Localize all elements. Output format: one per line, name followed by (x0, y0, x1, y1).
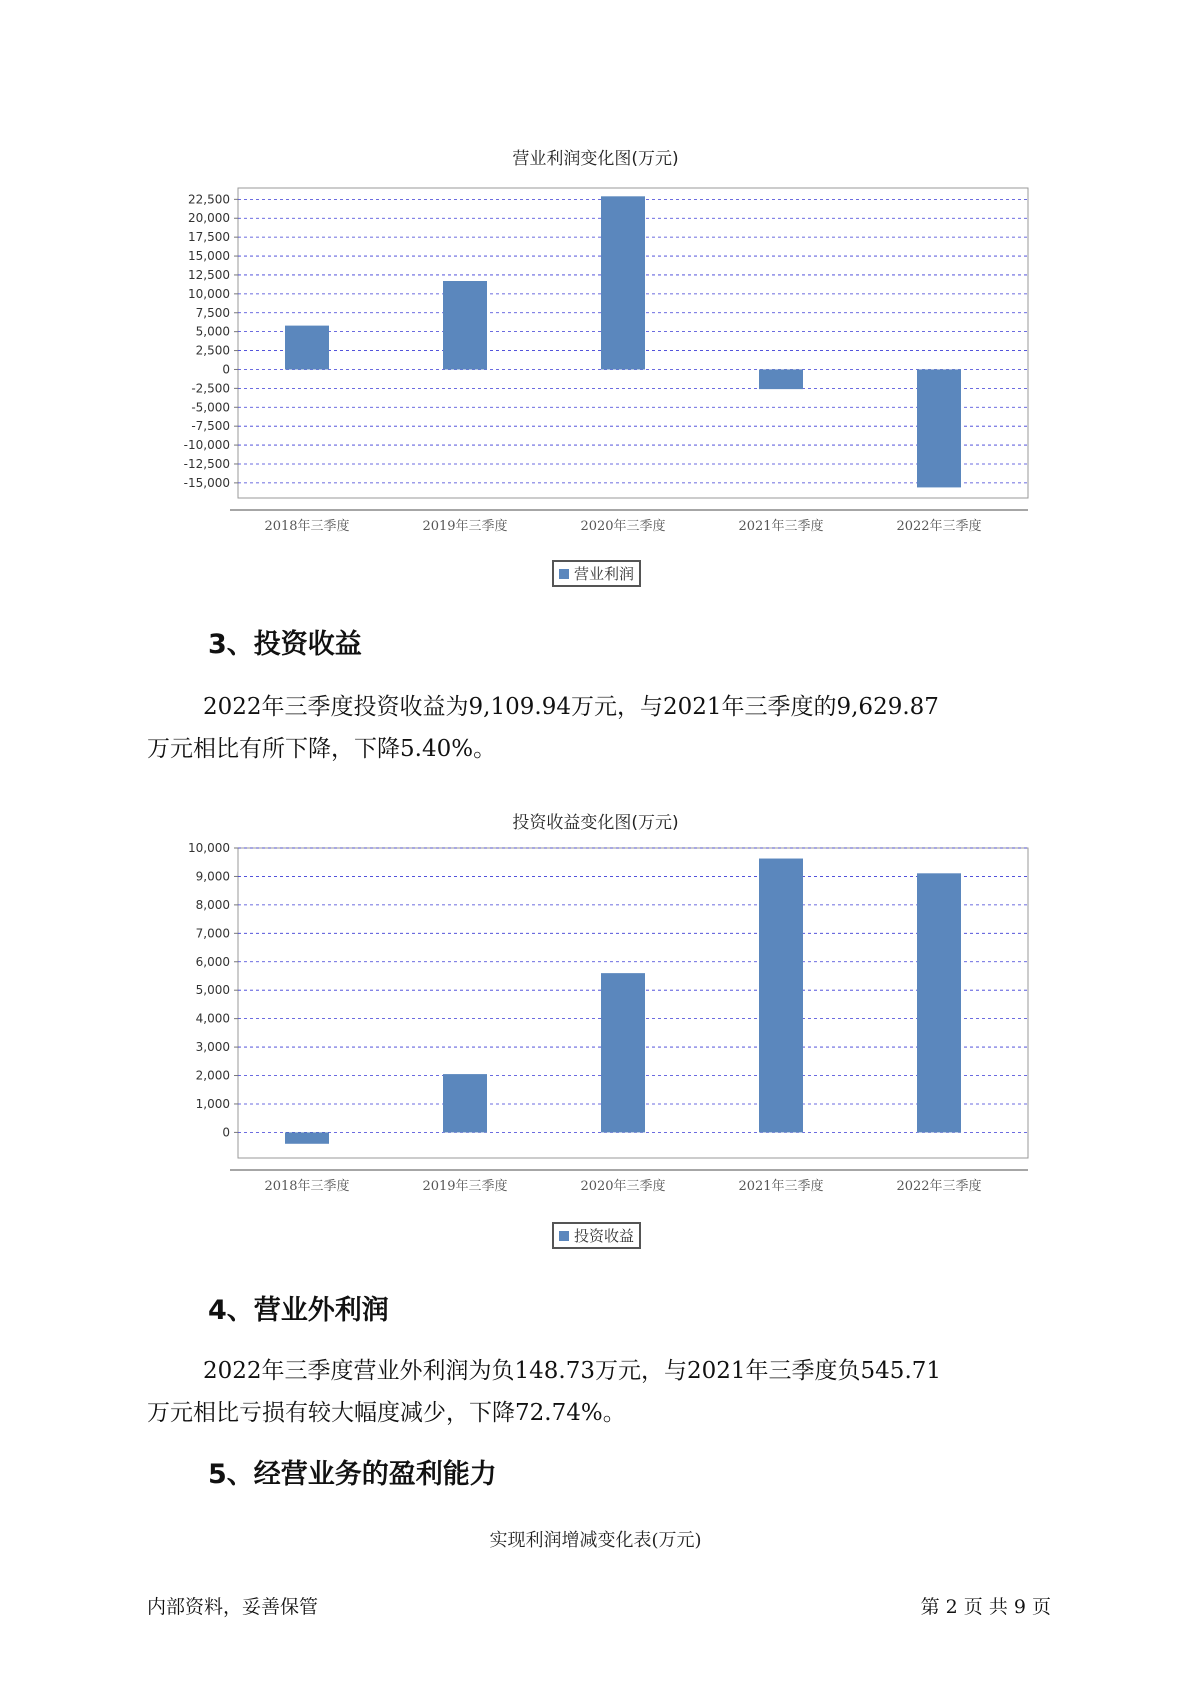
chart1-x-tick-label: 2019年三季度 (422, 519, 508, 534)
chart2-bar (759, 859, 803, 1133)
chart2-legend-label: 投资收益 (574, 1227, 635, 1245)
section4-line2: 万元相比亏损有较大幅度减少，下降72.74%。 (147, 1400, 626, 1426)
footer-page-number: 第 2 页 共 9 页 (920, 1596, 1051, 1618)
chart2-y-tick-label: 3,000 (195, 1040, 230, 1055)
chart2-x-tick-label: 2018年三季度 (264, 1179, 350, 1194)
chart1-y-tick-label: 22,500 (188, 192, 230, 207)
section4-line1: 2022年三季度营业外利润为负148.73万元，与2021年三季度负545.71 (203, 1358, 942, 1384)
section3-paragraph (147, 686, 1047, 770)
chart2-y-tick-label: 7,000 (195, 926, 230, 941)
chart2-y-tick-label: 1,000 (195, 1096, 230, 1111)
footer-confidential: 内部资料，妥善保管 (147, 1596, 319, 1618)
chart1-legend-label: 营业利润 (574, 565, 635, 583)
operating-profit-chart (150, 180, 1030, 534)
chart2-x-tick-label: 2019年三季度 (422, 1179, 508, 1194)
chart1-y-tick-label: -7,500 (191, 419, 230, 434)
chart2-bar (917, 873, 961, 1132)
chart2-bar (601, 973, 645, 1132)
chart1-legend (552, 560, 641, 587)
chart1-y-tick-label: 7,500 (195, 305, 230, 320)
chart2-x-tick-label: 2021年三季度 (738, 1179, 824, 1194)
chart1-y-tick-label: -5,000 (191, 400, 230, 415)
chart1-y-tick-label: 15,000 (188, 249, 230, 264)
chart1-title: 营业利润变化图(万元) (512, 149, 679, 169)
chart1-bar (759, 369, 803, 389)
legend-swatch-icon (559, 569, 569, 579)
chart1-bar (285, 326, 329, 370)
chart2-y-tick-label: 10,000 (188, 841, 230, 855)
chart2-y-tick-label: 2,000 (195, 1068, 230, 1083)
chart2-y-tick-label: 0 (222, 1125, 230, 1140)
chart1-bar (917, 369, 961, 487)
chart1-y-tick-label: -15,000 (183, 475, 230, 490)
chart1-bar (443, 281, 487, 369)
legend-swatch-icon (559, 1231, 569, 1241)
chart2-legend (552, 1222, 641, 1249)
chart1-x-tick-label: 2020年三季度 (580, 519, 666, 534)
chart2-bar (285, 1132, 329, 1143)
chart2-y-tick-label: 5,000 (195, 983, 230, 998)
section3-line2: 万元相比有所下降，下降5.40%。 (147, 736, 497, 762)
chart2-title: 投资收益变化图(万元) (512, 813, 679, 833)
chart1-y-tick-label: 12,500 (188, 267, 230, 282)
section4-heading: 4、营业外利润 (208, 1295, 389, 1326)
chart1-y-tick-label: 17,500 (188, 230, 230, 245)
chart2-y-tick-label: 6,000 (195, 954, 230, 969)
chart2-y-tick-label: 4,000 (195, 1011, 230, 1026)
chart1-y-tick-label: -10,000 (183, 438, 230, 453)
section3-heading: 3、投资收益 (208, 629, 362, 660)
chart2-bar (443, 1074, 487, 1132)
chart2-y-tick-label: 9,000 (195, 869, 230, 884)
chart1-y-tick-label: 2,500 (195, 343, 230, 358)
chart1-y-tick-label: 10,000 (188, 286, 230, 301)
section3-line1: 2022年三季度投资收益为9,109.94万元，与2021年三季度的9,629.87 (203, 694, 939, 720)
table-caption: 实现利润增减变化表(万元) (489, 1530, 702, 1551)
investment-income-chart (150, 840, 1030, 1194)
chart1-y-tick-label: -2,500 (191, 381, 230, 396)
chart2-y-tick-label: 8,000 (195, 897, 230, 912)
chart1-y-tick-label: 20,000 (188, 211, 230, 226)
chart1-y-tick-label: 0 (222, 362, 230, 377)
chart2-x-tick-label: 2020年三季度 (580, 1179, 666, 1194)
section5-heading: 5、经营业务的盈利能力 (208, 1459, 497, 1490)
chart1-x-tick-label: 2021年三季度 (738, 519, 824, 534)
chart1-y-tick-label: 5,000 (195, 324, 230, 339)
chart1-x-tick-label: 2022年三季度 (896, 519, 982, 534)
chart1-x-tick-label: 2018年三季度 (264, 519, 350, 534)
section4-paragraph (147, 1350, 1047, 1434)
chart1-bar (601, 196, 645, 369)
chart2-x-tick-label: 2022年三季度 (896, 1179, 982, 1194)
chart1-y-tick-label: -12,500 (183, 456, 230, 471)
